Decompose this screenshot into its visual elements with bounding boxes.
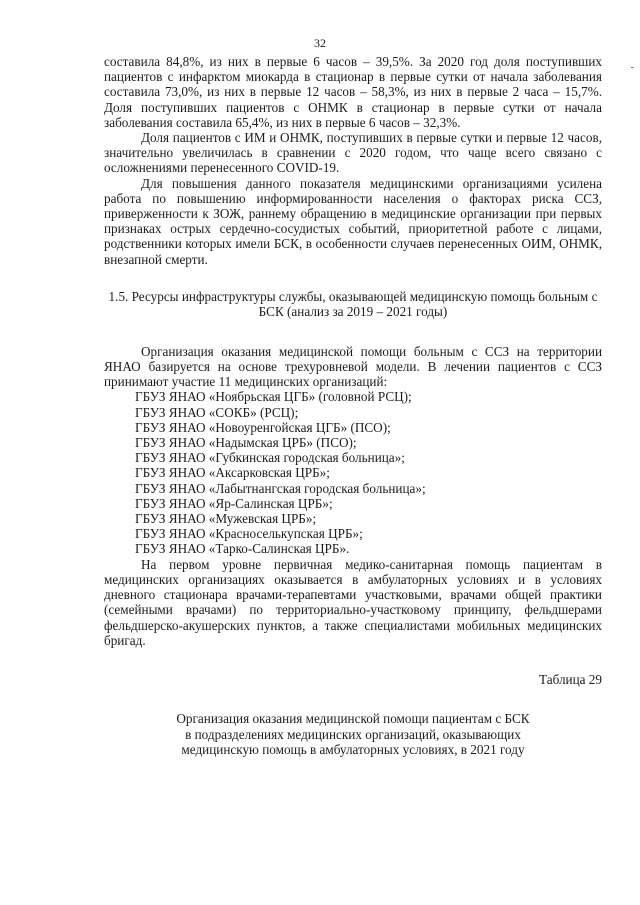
table-title-line: Организация оказания медицинской помощи пациентам с БСК: [176, 711, 530, 727]
page-number: 32: [314, 36, 326, 50]
organization-item: ГБУЗ ЯНАО «Аксарковская ЦРБ»;: [135, 465, 330, 481]
paragraph-statistics: составила 84,8%, из них в первые 6 часов – 39,5%. За 2020 год доля поступивших пациентов с инфарктом миокарда в стационар в первые сутки от начала заболевания составила 73,0%, из них в первые 12 часов – 58,3%, из них в первые 2 часа – 15,7%. Доля поступивших пациентов с ОНМК в стационар в первые сутки от начала заболевания составила 65,4%, из них в первые 6 часов – 32,3%.: [104, 54, 602, 130]
organization-item: ГБУЗ ЯНАО «Тарко-Салинская ЦРБ».: [135, 541, 350, 557]
organization-item: ГБУЗ ЯНАО «Новоуренгойская ЦГБ» (ПСО);: [135, 419, 391, 435]
organization-item: ГБУЗ ЯНАО «Ноябрьская ЦГБ» (головной РСЦ);: [135, 389, 412, 405]
organization-item: ГБУЗ ЯНАО «Надымская ЦРБ» (ПСО);: [135, 435, 357, 451]
organization-item: ГБУЗ ЯНАО «СОКБ» (РСЦ);: [135, 404, 299, 420]
paragraph-first-level-care: На первом уровне первичная медико-санитарная помощь пациентам в медицинских организациях оказывается в амбулаторных условиях и в условиях дневного стационара врачами-терапевтами участковыми, врачами общей практики (семейными врачами) по территориально-участковому принципу, фельдшерами фельдшерско-акушерских пунктов, а также специалистами мобильных медицинских бригад.: [104, 556, 602, 648]
margin-mark: -: [630, 62, 634, 73]
organization-item: ГБУЗ ЯНАО «Мужевская ЦРБ»;: [135, 511, 317, 527]
table-label: Таблица 29: [539, 671, 602, 687]
section-heading: 1.5. Ресурсы инфраструктуры службы, оказывающей медицинскую помощь больным с БСК (анализ за 2019 – 2021 годы): [108, 288, 598, 320]
organization-item: ГБУЗ ЯНАО «Лабытнангская городская больница»;: [135, 480, 426, 496]
paragraph-improvement-measures: Для повышения данного показателя медицинскими организациями усилена работа по повышению информированности населения о факторах риска ССЗ, приверженности к ЗОЖ, раннему обращению в медицинские организации при первых признаках острых сердечно-сосудистых событий, приоритетной работе с лицами, родственники которых имели БСК, в особенности случаев перенесенных ОИМ, ОНМК, внезапной смерти.: [104, 175, 602, 267]
organization-item: ГБУЗ ЯНАО «Губкинская городская больница»;: [135, 450, 405, 466]
organization-list: [104, 389, 602, 556]
organization-item: ГБУЗ ЯНАО «Красноселькупская ЦРБ»;: [135, 526, 363, 542]
table-title: [104, 711, 602, 758]
body-text: [104, 54, 602, 758]
organization-item: ГБУЗ ЯНАО «Яр-Салинская ЦРБ»;: [135, 495, 333, 511]
table-title-line: медицинскую помощь в амбулаторных условиях, в 2021 году: [181, 742, 525, 758]
paragraph-covid-note: Доля пациентов с ИМ и ОНМК, поступивших в первые сутки и первые 12 часов, значительно увеличилась в сравнении с 2020 годом, что чаще всего связано с осложнениями перенесенного COVID-19.: [104, 130, 602, 176]
paragraph-three-level-model: Организация оказания медицинской помощи больным с ССЗ на территории ЯНАО базируется на основе трехуровневой модели. В лечении пациентов с ССЗ принимают участие 11 медицинских организаций:: [104, 343, 602, 390]
table-title-line: в подразделениях медицинских организаций, оказывающих: [185, 726, 521, 742]
